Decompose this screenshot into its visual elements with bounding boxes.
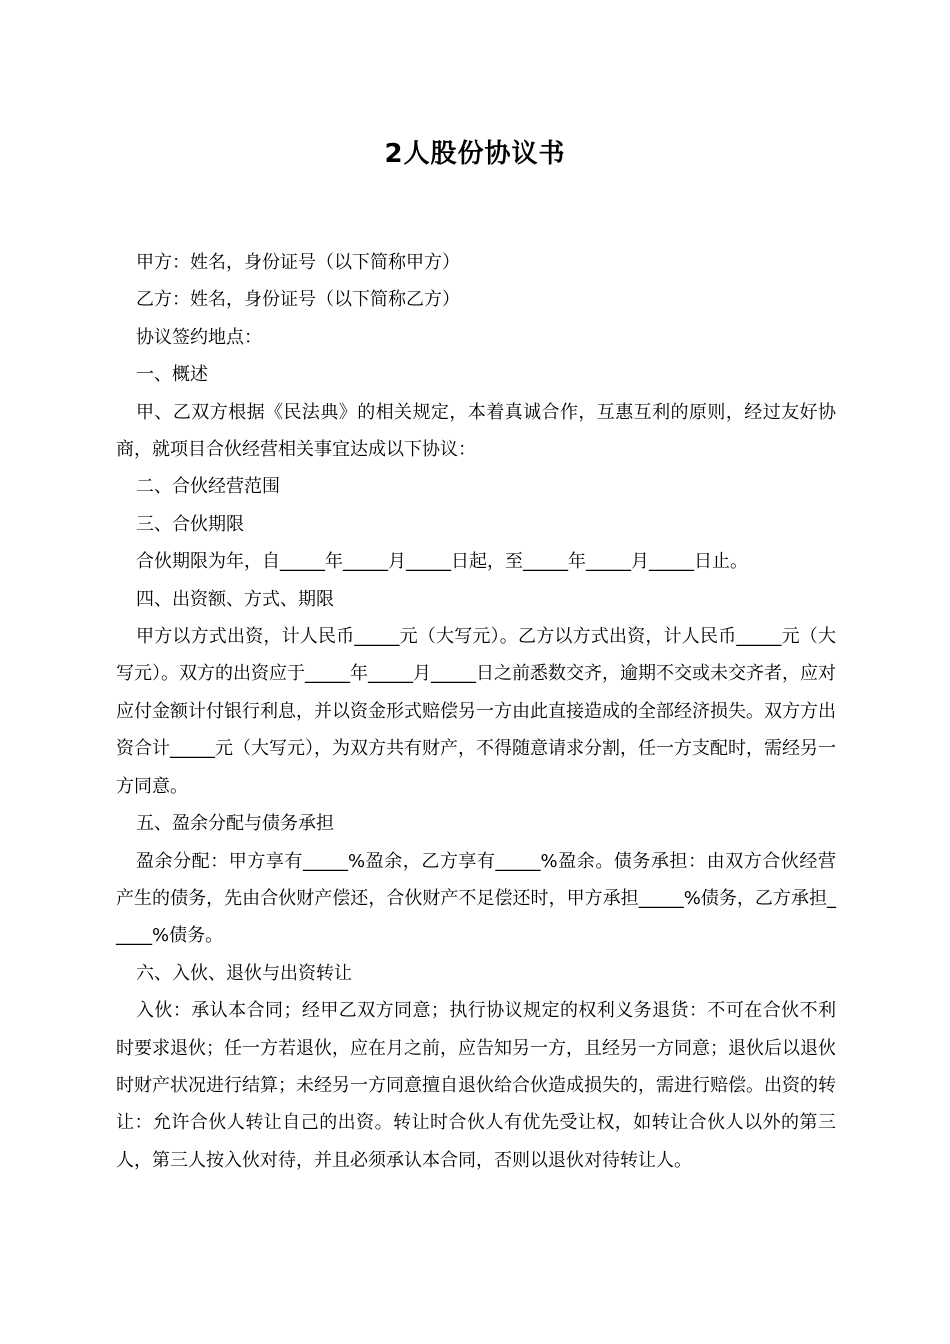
- term-paragraph: 合伙期限为年，自_____年_____月_____日起，至_____年_____月_____日止。: [136, 551, 748, 573]
- capital-paragraph: 甲方以方式出资，计人民币_____元（大写元）。乙方以方式出资，计人民币_____元（大写元）。双方的出资应于_____年_____月_____日之前悉数交齐，逾期不交或未交齐者，应对应付金额计付银行利息，并以资金形式赔偿另一方由此直接造成的全部经济损失。双方方出资合计_____元（大写元），为双方共有财产，不得随意请求分割，任一方支配时，需经另一方同意。: [116, 626, 836, 797]
- section-heading-capital: 四、出资额、方式、期限: [136, 588, 334, 610]
- party-a-line: 甲方：姓名，身份证号（以下简称甲方）: [136, 252, 460, 273]
- overview-paragraph: 甲、乙双方根据《民法典》的相关规定，本着真诚合作，互惠互利的原则，经过友好协商，就项目合伙经营相关事宜达成以下协议：: [116, 401, 836, 461]
- document-body: [116, 244, 836, 1179]
- party-b-line: 乙方：姓名，身份证号（以下简称乙方）: [136, 289, 460, 311]
- section-heading-profit: 五、盈余分配与债务承担: [136, 813, 334, 835]
- document-title: 2人股份协议书: [384, 139, 566, 169]
- section-heading-term: 三、合伙期限: [136, 513, 244, 535]
- signing-location-line: 协议签约地点：: [136, 326, 262, 348]
- profit-paragraph: 盈余分配：甲方享有_____%盈余，乙方享有_____%盈余。债务承担：由双方合伙经营产生的债务，先由合伙财产偿还，合伙财产不足偿还时，甲方承担_____%债务，乙方承担_____%债务。: [116, 850, 836, 947]
- section-heading-scope: 二、合伙经营范围: [136, 476, 280, 498]
- section-heading-overview: 一、概述: [136, 364, 208, 386]
- section-heading-membership: 六、入伙、退伙与出资转让: [136, 962, 352, 984]
- membership-paragraph: 入伙：承认本合同；经甲乙双方同意；执行协议规定的权利义务退货：不可在合伙不利时要求退伙；任一方若退伙，应在月之前，应告知另一方，且经另一方同意；退伙后以退伙时财产状况进行结算；未经另一方同意擅自退伙给合伙造成损失的，需进行赔偿。出资的转让：允许合伙人转让自己的出资。转让时合伙人有优先受让权，如转让合伙人以外的第三人，第三人按入伙对待，并且必须承认本合同，否则以退伙对待转让人。: [116, 1000, 836, 1171]
